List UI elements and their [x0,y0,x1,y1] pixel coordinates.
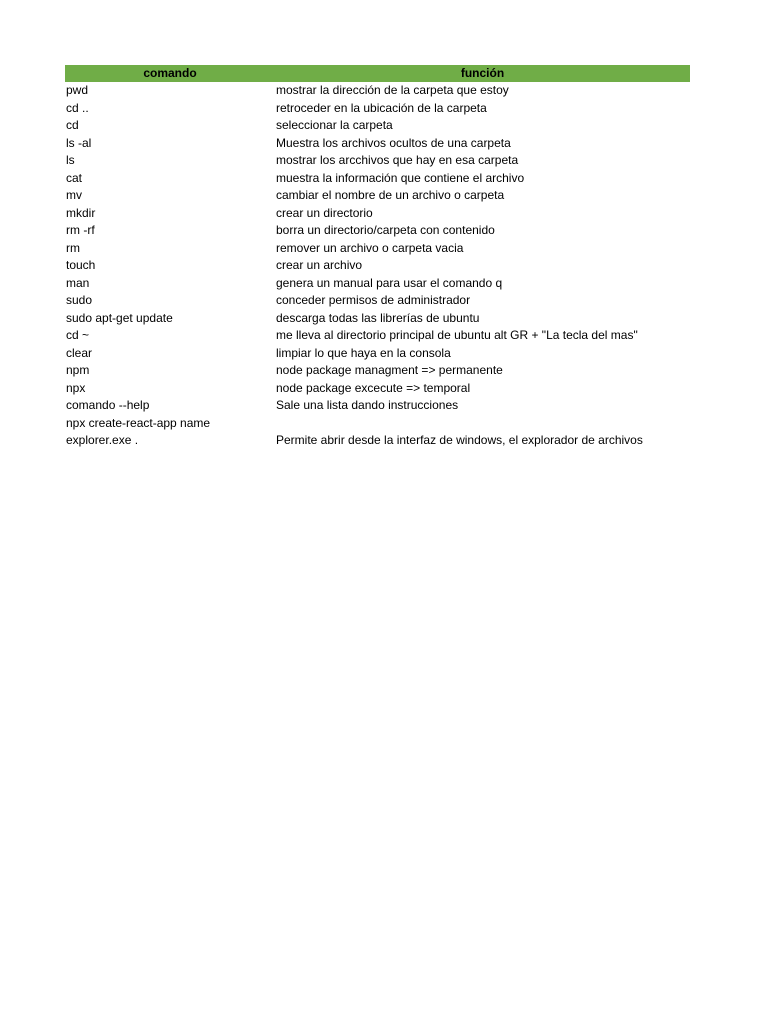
command-cell: pwd [66,83,89,97]
table-row [65,345,690,363]
table-row [65,275,690,293]
table-row [65,292,690,310]
table-row [65,205,690,223]
table-row [65,240,690,258]
command-cell: rm [66,240,80,255]
function-cell: Muestra los archivos ocultos de una carpeta [276,135,511,150]
table-row [65,327,690,345]
function-cell: descarga todas las librerías de ubuntu [276,310,480,325]
header-command: comando [143,66,197,80]
command-cell: cd ~ [66,328,90,342]
command-cell: cat [66,170,83,185]
function-cell: remover un archivo o carpeta vacia [276,240,464,255]
function-cell: Sale una lista dando instrucciones [276,398,459,412]
command-cell: sudo apt-get update [66,310,173,325]
function-cell: seleccionar la carpeta [276,118,393,132]
function-cell: borra un directorio/carpeta con contenido [276,223,495,237]
function-cell: muestra la información que contiene el archivo [276,170,525,185]
command-cell: mkdir [66,205,96,220]
command-cell: rm -rf [66,223,95,237]
command-cell: npx create-react-app name [66,415,211,430]
command-table [65,65,690,450]
table-row [65,362,690,380]
function-cell: node package excecute => temporal [276,380,471,395]
table-row [65,117,690,135]
function-cell: me lleva al directorio principal de ubuntu alt GR + "La tecla del mas" [276,328,638,342]
table-row [65,187,690,205]
function-cell [276,415,690,433]
table-row [65,170,690,188]
table-row [65,257,690,275]
table-row [65,135,690,153]
command-cell: npx [66,380,86,395]
table-row [65,100,690,118]
function-cell: Permite abrir desde la interfaz de windows, el explorador de archivos [276,433,643,447]
table-row [65,152,690,170]
table-row [65,380,690,398]
table-row [65,432,690,450]
function-cell: node package managment => permanente [276,363,503,377]
command-cell: cd [66,118,79,132]
command-cell: ls -al [66,135,92,150]
function-cell: limpiar lo que haya en la consola [276,345,451,360]
table-row [65,415,690,433]
command-cell: mv [66,188,82,202]
table-header [65,65,690,82]
function-cell: genera un manual para usar el comando q [276,275,503,290]
command-cell: man [66,275,90,290]
header-function: función [460,66,505,80]
table-row [65,397,690,415]
function-cell: crear un archivo [276,258,363,272]
command-cell: sudo [66,293,93,307]
command-cell: explorer.exe . [66,433,139,447]
function-cell: crear un directorio [276,205,373,220]
table-row [65,82,690,100]
function-cell: retroceder en la ubicación de la carpeta [276,100,487,115]
command-cell: comando --help [66,398,150,412]
function-cell: mostrar la dirección de la carpeta que estoy [276,83,509,97]
command-cell: cd .. [66,100,89,115]
table-row [65,222,690,240]
function-cell: mostrar los arcchivos que hay en esa carpeta [276,153,519,167]
function-cell: conceder permisos de administrador [276,293,471,307]
command-cell: clear [66,345,93,360]
command-cell: touch [66,258,96,272]
table-row [65,310,690,328]
command-cell: npm [66,363,90,377]
function-cell: cambiar el nombre de un archivo o carpeta [276,188,505,202]
command-cell: ls [66,153,75,167]
